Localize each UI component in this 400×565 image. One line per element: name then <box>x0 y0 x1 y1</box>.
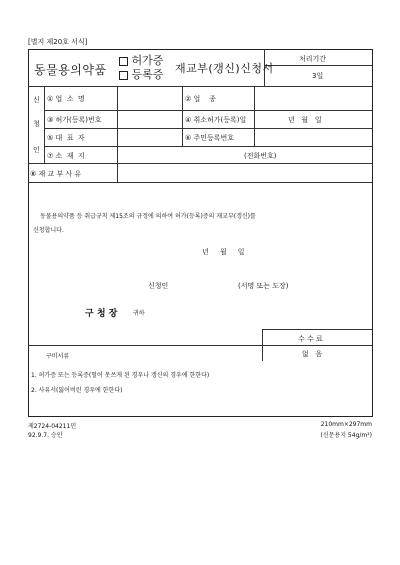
sign-or-seal-label: (서명 또는 도장) <box>238 282 289 290</box>
form-number: [별지 제20호 서식] <box>28 38 88 46</box>
representative-label: ⑤ 대 표 자 <box>47 134 85 142</box>
statement-line-2: 신청합니다. <box>33 227 64 234</box>
documents-item-1: 1. 허가증 또는 등록증(헐어 못쓰게 된 경우나 갱신의 경우에 한한다) <box>31 372 210 379</box>
resident-number-label: ⑥ 주민등록번호 <box>185 134 235 142</box>
title-option-registration: 등록증 <box>119 66 163 82</box>
processing-value: 3일 <box>312 72 324 80</box>
processing-label: 처리기간 <box>299 55 327 63</box>
permit-number-field[interactable] <box>118 111 181 127</box>
recipient-suffix: 귀하 <box>133 310 145 317</box>
signature-date[interactable]: 년 월 일 <box>202 248 245 256</box>
checkbox-permit[interactable] <box>119 57 128 66</box>
applicant-sign-label: 신청인 <box>148 282 169 290</box>
fee-label: 수 수 료 <box>298 335 323 343</box>
address-label: ⑦ 소 재 지 <box>47 152 85 160</box>
footer-approval: 92.9.7. 승인 <box>28 432 63 439</box>
checkbox-registration[interactable] <box>119 71 128 80</box>
title-option-permit: 허가증 <box>119 52 163 68</box>
divider-fee-top <box>262 329 373 330</box>
address-field[interactable] <box>118 147 248 162</box>
recipient-title: 구 청 장 <box>85 309 118 319</box>
title-main: 동물용의약품 <box>34 63 107 77</box>
footer-size: 210mm×297mm <box>320 421 372 428</box>
fee-value: 없 음 <box>302 350 323 358</box>
reason-field[interactable] <box>118 164 372 181</box>
resident-number-field[interactable] <box>255 129 372 145</box>
business-type-label: ② 업 종 <box>185 95 216 103</box>
cancel-date-label: ④ 취소허가(등록)일 <box>185 116 247 124</box>
permit-number-label: ③ 허가(등록)번호 <box>47 116 102 124</box>
documents-item-2: 2. 사유서(잃어버린 경우에 한한다) <box>31 387 123 394</box>
statement-line-1: 동물용의약품 등 취급규칙 제15조의 규정에 의하여 허가(등록)증의 재교부(갱신)를 <box>40 213 256 220</box>
applicant-label-1: 신 <box>33 96 40 104</box>
footer-paper: (신문용지 54g/m²) <box>320 432 372 439</box>
footer-code: 제2724-04211민 <box>28 423 77 430</box>
company-name-field[interactable] <box>118 87 181 109</box>
representative-field[interactable] <box>118 129 181 145</box>
documents-title: 구비서류 <box>46 353 70 360</box>
applicant-label-2: 청 <box>33 120 40 128</box>
divider-applicant-label <box>44 86 45 163</box>
divider-processing <box>264 65 373 66</box>
divider-row5 <box>28 182 373 183</box>
applicant-label-3: 인 <box>33 146 40 154</box>
company-name-label: ① 업 소 명 <box>47 95 85 103</box>
cancel-date-field[interactable]: 년 월 일 <box>288 116 322 124</box>
divider-middle <box>182 86 183 146</box>
title-suffix: 재교부(갱신)신청서 <box>175 62 274 75</box>
divider-fee-mid <box>28 345 373 346</box>
reason-label: ⑧ 재 교 부 사 유 <box>30 170 82 178</box>
divider-fee-left <box>262 329 263 361</box>
business-type-field[interactable] <box>255 87 372 109</box>
phone-label: (전화번호) <box>244 152 277 160</box>
divider-row1 <box>44 110 373 111</box>
